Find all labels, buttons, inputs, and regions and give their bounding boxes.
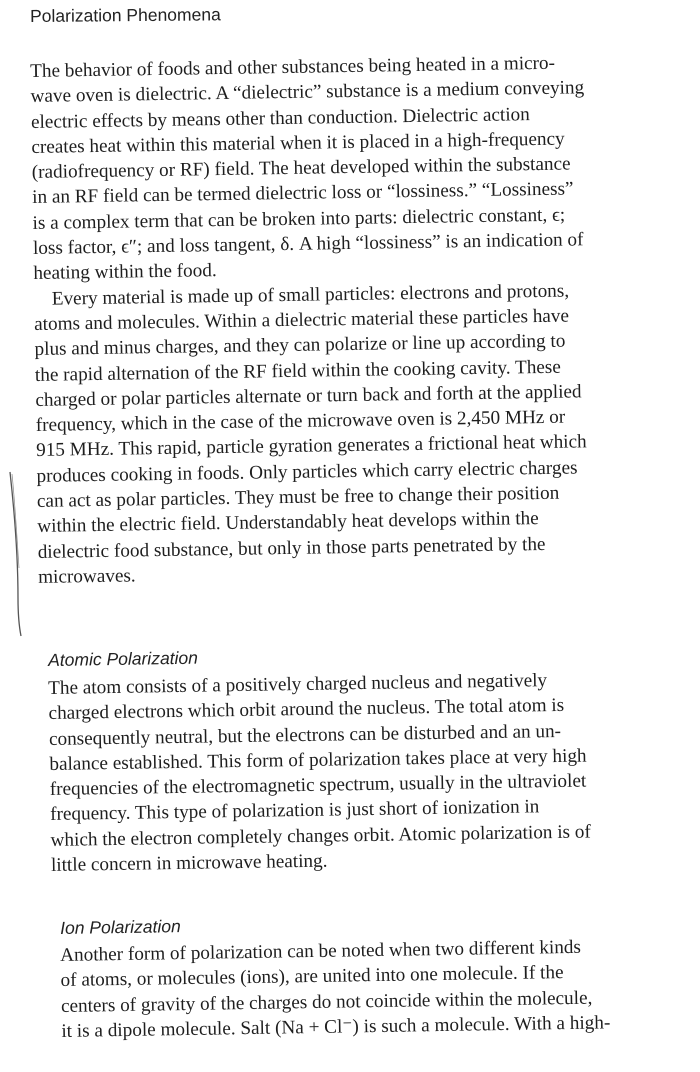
subheading-atomic-polarization: Atomic Polarization bbox=[48, 647, 199, 670]
text-line: balance established. This form of polarization takes place at very high bbox=[49, 745, 587, 775]
text-line: microwaves. bbox=[37, 565, 136, 588]
text-line: frequencies of the electromagnetic spectrum, usually in the ultraviolet bbox=[49, 770, 587, 801]
text-line: The atom consists of a positively charged nucleus and negatively bbox=[48, 670, 548, 699]
text-line: loss factor, ϵ″; and loss tangent, δ. A high “lossiness” is an indication of bbox=[32, 229, 584, 260]
text-line: consequently neutral, but the electrons can be disturbed and an un- bbox=[48, 720, 562, 750]
text-line: The behavior of foods and other substances being heated in a micro- bbox=[30, 52, 556, 82]
text-line: frequency, which in the case of the microwave oven is 2,450 MHz or bbox=[35, 406, 566, 437]
text-line: creates heat within this material when it is placed in a high-frequency bbox=[31, 128, 565, 158]
text-line: charged or polar particles alternate or turn back and forth at the applied bbox=[35, 381, 582, 411]
text-line: the rapid alternation of the RF field within the cooking cavity. These bbox=[34, 356, 562, 386]
section-atomic-body bbox=[48, 668, 591, 879]
text-line: plus and minus charges, and they can polarize or line up according to bbox=[34, 330, 566, 361]
text-line: centers of gravity of the charges do not coincide within the molecule, bbox=[60, 987, 593, 1017]
text-line: Another form of polarization can be noted when two different kinds bbox=[60, 936, 582, 966]
text-line: in an RF field can be termed dielectric loss or “lossiness.” “Lossiness” bbox=[32, 178, 574, 209]
text-line: of atoms, or molecules (ions), are united into one molecule. If the bbox=[60, 962, 564, 992]
text-line: Every material is made up of small particles: electrons and protons, bbox=[51, 280, 570, 310]
subheading-ion-polarization: Ion Polarization bbox=[60, 916, 181, 938]
text-line: heating within the food. bbox=[33, 260, 217, 285]
text-line: atoms and molecules. Within a dielectric material these particles have bbox=[34, 305, 570, 335]
text-line: charged electrons which orbit around the nucleus. The total atom is bbox=[48, 695, 565, 725]
text-line: can act as polar particles. They must be free to change their position bbox=[36, 482, 560, 512]
section-ion-body bbox=[60, 934, 610, 1044]
text-line: (radiofrequency or RF) field. The heat developed within the substance bbox=[31, 153, 571, 184]
text-line: produces cooking in foods. Only particles which carry electric charges bbox=[36, 457, 578, 487]
text-line: wave oven is dielectric. A “dielectric” substance is a medium conveying bbox=[30, 77, 585, 108]
text-line: 915 MHz. This rapid, particle gyration generates a frictional heat which bbox=[35, 431, 587, 462]
text-line: dielectric food substance, but only in those parts penetrated by the bbox=[37, 533, 546, 563]
page-heading: Polarization Phenomena bbox=[30, 4, 221, 26]
text-line: is a complex term that can be broken into parts: dielectric constant, ϵ; bbox=[32, 204, 566, 234]
text-line: electric effects by means other than conduction. Dielectric action bbox=[30, 103, 530, 133]
text-line: frequency. This type of polarization is just short of ionization in bbox=[50, 796, 540, 826]
text-line: little concern in microwave heating. bbox=[50, 850, 328, 877]
section-dielectric-body bbox=[30, 50, 592, 590]
text-line: within the electric field. Understandably heat develops within the bbox=[37, 508, 539, 538]
text-line: it is a dipole molecule. Salt (Na + Cl⁻) is such a molecule. With a high- bbox=[61, 1012, 611, 1042]
text-line: which the electron completely changes orbit. Atomic polarization is of bbox=[50, 821, 591, 851]
margin-pencil-mark bbox=[6, 468, 30, 638]
